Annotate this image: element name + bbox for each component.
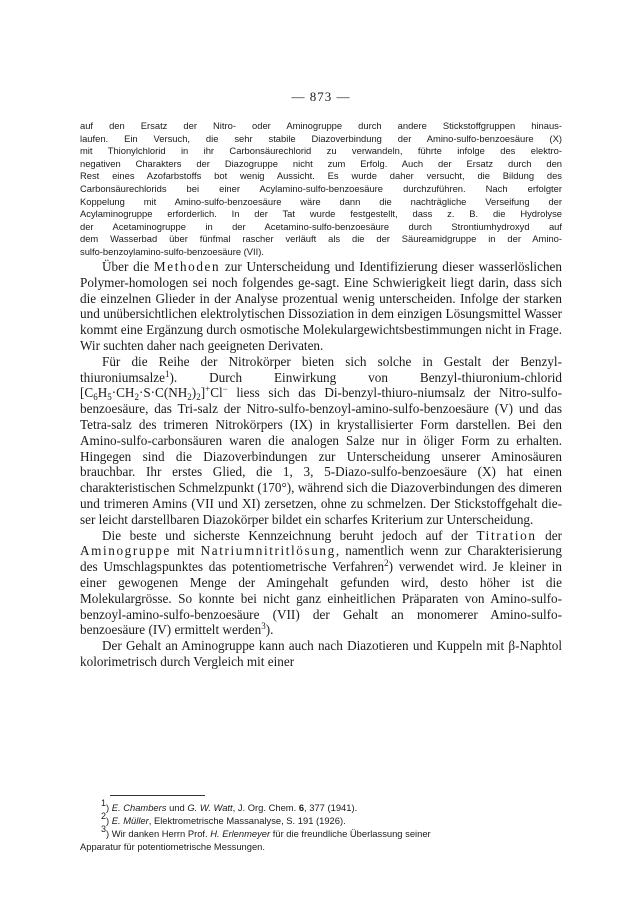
subscript: 2 xyxy=(187,392,192,403)
text-span: , J. Org. Chem. xyxy=(232,802,299,813)
text-span: ) xyxy=(191,385,197,401)
paragraph-titration xyxy=(80,528,562,639)
footnote-number: 2 xyxy=(101,811,107,821)
superscript: − xyxy=(222,384,228,395)
small-print-paragraph xyxy=(80,120,562,259)
spaced-term-natriumnitrit: Natriumnitritlösung xyxy=(200,543,336,559)
small-print-line: Acylaminogruppe erforderlich. In der Tat wurde festgestellt, dass z. B. die Hydrolyse xyxy=(80,208,562,220)
small-print-line: Koppelung mit Amino-sulfo-benzoesäure wäre dann die nachträgliche Verseifung der xyxy=(80,195,562,207)
footnote-author: H. Erlenmeyer xyxy=(210,828,271,839)
small-print-line: sulfo-benzoylamino-sulfo-benzoesäure (VII). xyxy=(80,245,264,257)
footnote-2: $^2$) E. Müller, Elektrometrische Massanalyse, S. 191 (1926). xyxy=(101,811,346,826)
footnote-divider xyxy=(110,795,205,796)
text-span: ) verwendet wird. Je kleiner in einer gewogenen Menge der Amingehalt gefunden wird, desto höher ist die Molekulargrösse. So konnte bei nicht ganz einheitlichen Präparaten von Amino-sulfo-benzoyl-amino-sulfo-benzoesäure (VII) der Gehalt an monomerer Amino-sulfo-benzoesäure (IV) ermittelt werden xyxy=(80,559,563,638)
text-span: ] xyxy=(200,385,206,401)
text-span: ). xyxy=(265,622,274,638)
footnote-3-continuation: Apparatur für potentiometrische Messungen. xyxy=(80,841,265,852)
subscript: 6 xyxy=(93,392,98,403)
footnote-1: $^1$) E. Chambers und G. W. Watt, J. Org. Chem. 6, 377 (1941). xyxy=(101,798,358,813)
text-span: ·S·C(NH xyxy=(138,385,188,401)
text-span: , Elektrometrische Massanalyse, S. 191 (1926). xyxy=(148,815,346,826)
text-span: liess sich das Di-benzyl-thiuro-niumsalz der Nitro-sulfo-benzoesäure, das Tri-salz der Nitro-sulfo-benzoyl-amino-sulfo-benzoesäure (V) und das Tetra-salz des trimeren Nitrokörpers (IX) in krystallisierter Form darstellen. Bei den Amino-sulfo-carbonsäuren waren die analogen Salze nur in öliger Form zu erhalten. Hingegen sind die Diazoverbindungen zur Unterscheidung unserer Aminosäuren brauchbar. Ihr erstes Glied, die 1, 3, 5-Diazo-sulfo-benzoesäure (X) hat einen charakteristischen Schmelzpunkt (170°), während sich die Diazoverbindungen des dimeren und trimeren Amins (VII und XI) zersetzen, ohne zu schmelzen. Der Stickstoffgehalt die-ser leicht darstellbaren Diazokörper bildet ein scharfes Kriterium zur Unterscheidung. xyxy=(80,385,562,527)
text-span: , 377 (1941). xyxy=(304,802,358,813)
subscript: 2 xyxy=(134,392,139,403)
footnote-ref: 2 xyxy=(384,558,389,569)
footnote-3: $^3$) Wir danken Herrn Prof. H. Erlenmeyer für die freundliche Überlassung seiner xyxy=(101,824,431,839)
text-span: zur Unterscheidung und Identifizierung dieser wasserlöslichen Polymer-homologen sei noch folgendes ge-sagt. Eine Schwierigkeit liegt darin, dass sich die einzelnen Glieder in der Analyse prozentual wenig unterscheiden. Infolge der starken und unübersichtlichen elektrolytischen Dissoziation in dem einzigen Lösungsmittel Wasser kommt eine Ergänzung durch osmotische Molekulargewichtsbestimmungen nicht in Frage. Wir suchten daher nach geeigneten Derivaten. xyxy=(80,259,562,353)
footnote-volume: 6 xyxy=(298,802,305,813)
footnote-ref: 1 xyxy=(164,368,170,379)
text-span: Die beste und sicherste Kennzeichnung beruht jedoch auf der xyxy=(102,527,477,543)
spaced-term-methoden: Methoden xyxy=(153,259,221,274)
text-span: Über die xyxy=(102,259,154,274)
paragraph-nitro xyxy=(80,354,562,528)
spaced-term-aminogruppe: Aminogruppe xyxy=(80,543,171,559)
small-print-line: dem Wasserbad über fünfmal rascher verläuft als die der Säureamidgruppe in der Amino- xyxy=(80,233,562,245)
text-span: für die freundliche Überlassung seiner xyxy=(270,828,431,839)
small-print-line: negativen Charakters der Diazogruppe nicht zum Erfolg. Auch der Ersatz durch den xyxy=(80,157,562,169)
subscript: 2 xyxy=(196,392,201,403)
text-span: ·CH xyxy=(111,385,135,401)
small-print-line: Rest eines Azofarbstoffs bot wenig Aussicht. Es wurde daher versucht, die Bildung des xyxy=(80,170,562,182)
text-span: Cl xyxy=(210,385,223,401)
text-span: der xyxy=(536,527,562,543)
footnotes xyxy=(80,798,562,853)
text-span: H xyxy=(97,385,108,401)
small-print-line: laufen. Ein Versuch, die sehr stabile Diazoverbindung der Amino-sulfo-benzoesäure (X) xyxy=(80,132,562,144)
small-print-line: mit Thionylchlorid in ihr Carbonsäurechlorid zu verwandeln, führte infolge des elektro- xyxy=(80,145,562,157)
subscript: 5 xyxy=(107,392,112,403)
superscript: + xyxy=(205,384,211,395)
small-print-line: auf den Ersatz der Nitro- oder Aminogruppe durch andere Stickstoffgruppen hinaus- xyxy=(80,120,562,131)
text-span: mit xyxy=(170,543,201,559)
paragraph-methods xyxy=(80,259,562,354)
small-print-line: der Acetaminogruppe in der Acetamino-sulfo-benzoesäure durch Strontiumhydroxyd auf xyxy=(80,220,562,232)
footnote-author: E. Müller xyxy=(111,815,149,826)
footnote-ref: 3 xyxy=(261,621,266,632)
text-span: und xyxy=(166,802,188,813)
footnote-author: G. W. Watt xyxy=(187,802,233,813)
paragraph-colorimetric: Der Gehalt an Aminogruppe kann auch nach Diazotieren und Kuppeln mit β-Naphtol kolorimetrisch durch Vergleich mit einer xyxy=(80,638,562,669)
text-span: Wir danken Herrn Prof. xyxy=(111,828,211,839)
page-number: — 873 — xyxy=(291,89,351,104)
footnote-number: 1 xyxy=(101,798,107,808)
text-span: , namentlich wenn zur Charakterisierung des Umschlagspunktes das potentiometrische Verfahren xyxy=(80,543,562,575)
footnote-number: 3 xyxy=(101,824,107,834)
text-span: ). Durch Einwirkung von Benzyl-thiuronium-chlorid [C xyxy=(80,369,562,401)
text-span: Für die Reihe der Nitrokörper bieten sich solche in Gestalt der Benzyl-thiuroniumsalze xyxy=(80,353,562,385)
small-print-text xyxy=(80,120,562,259)
main-text xyxy=(80,259,562,670)
small-print-line: Carbonsäurechlorids bei einer Acylamino-sulfo-benzoesäure durchzuführen. Nach erfolgter xyxy=(80,182,562,194)
spaced-term-titration: Titration xyxy=(476,527,537,543)
footnote-author: E. Chambers xyxy=(111,802,167,813)
